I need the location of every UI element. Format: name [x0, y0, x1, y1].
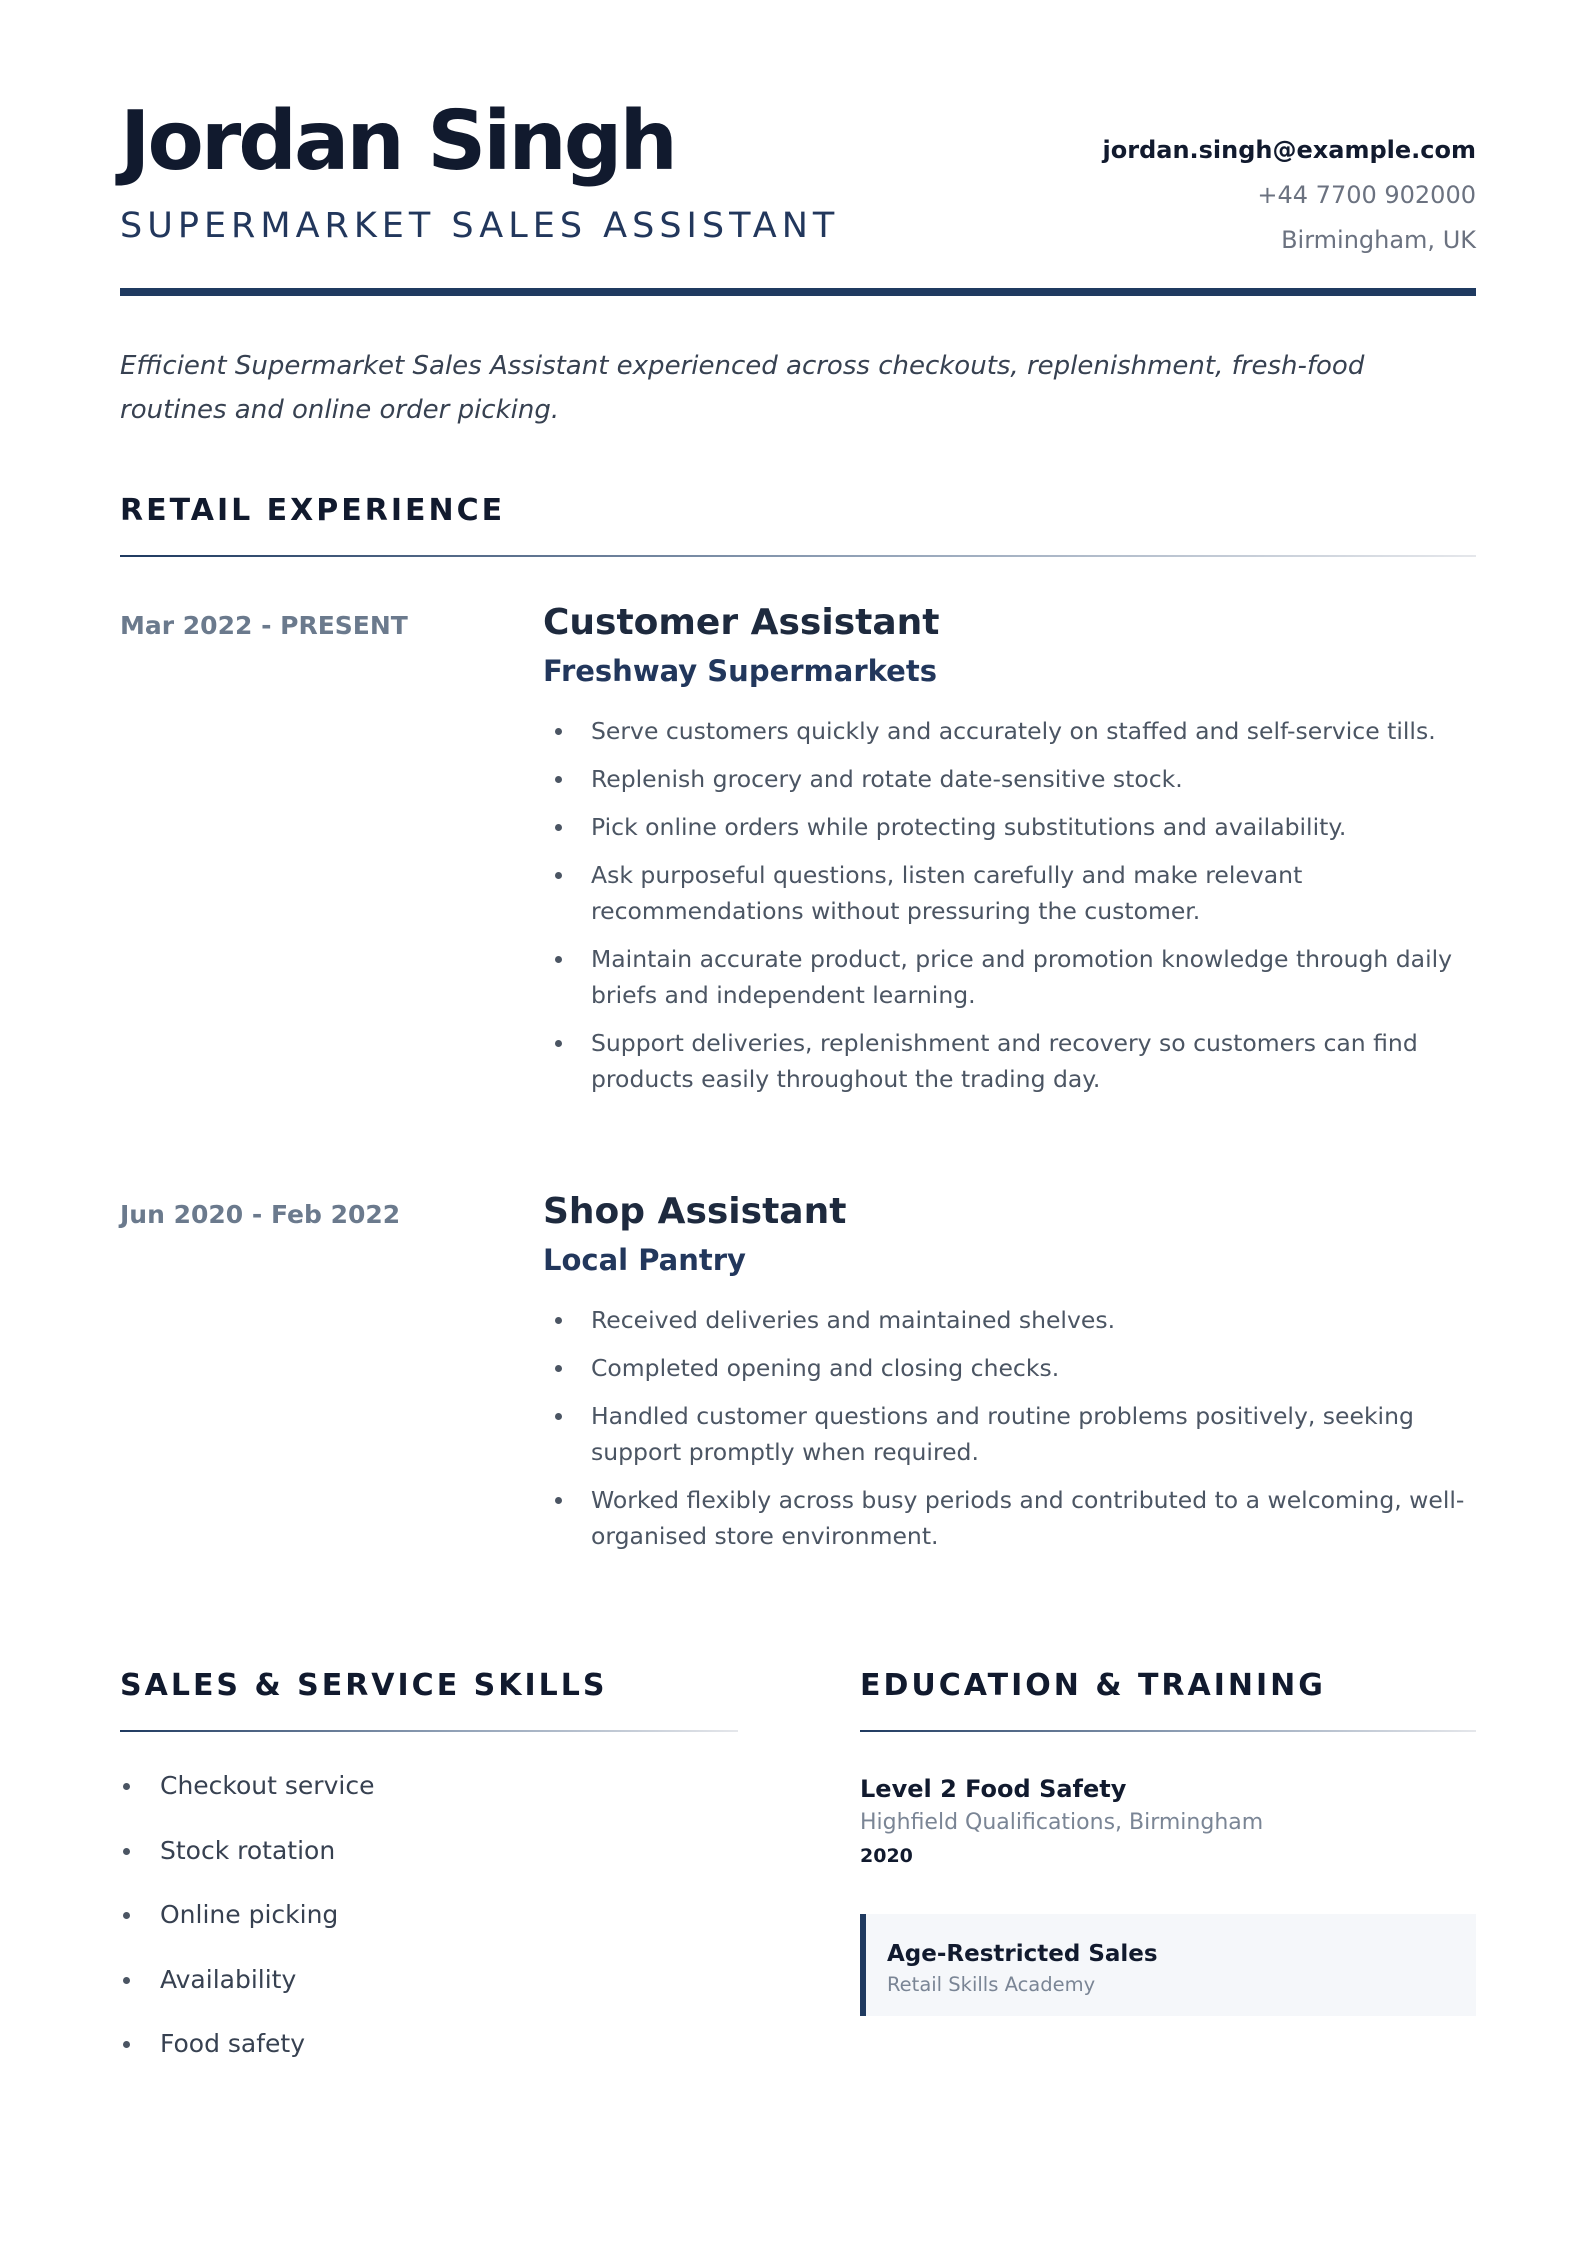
job-details — [543, 599, 1476, 1109]
education-entry — [860, 1772, 1476, 1872]
skill-item: Checkout service — [120, 1768, 740, 1804]
job-dates: Mar 2022 - PRESENT — [120, 611, 408, 640]
education-divider — [860, 1730, 1476, 1732]
candidate-title: SUPERMARKET SALES ASSISTANT — [120, 206, 840, 246]
skills-list — [120, 1768, 740, 2091]
education-year: 2020 — [860, 1845, 913, 1867]
duty-item: Received deliveries and maintained shelves. — [543, 1302, 1476, 1338]
contact-block — [1103, 128, 1476, 263]
resume-header — [120, 92, 1476, 298]
skill-item: Food safety — [120, 2026, 740, 2062]
profile-summary: Efficient Supermarket Sales Assistant experienced across checkouts, replenishment, fresh-food routines and online order picking. — [120, 351, 1365, 425]
duty-item: Pick online orders while protecting substitutions and availability. — [543, 809, 1476, 845]
skills-divider — [120, 1730, 738, 1732]
duty-item: Support deliveries, replenishment and recovery so customers can find products easily throughout the trading day. — [543, 1025, 1476, 1097]
contact-email[interactable]: jordan.singh@example.com — [1102, 136, 1476, 164]
duty-item: Ask purposeful questions, listen carefully and make relevant recommendations without pressuring the customer. — [543, 857, 1476, 929]
resume-page — [120, 0, 1476, 2246]
job-duties — [543, 713, 1476, 1097]
job-company: Local Pantry — [543, 1243, 746, 1277]
experience-divider — [120, 555, 1476, 557]
job-dates: Jun 2020 - Feb 2022 — [120, 1200, 401, 1229]
duty-item: Worked flexibly across busy periods and contributed to a welcoming, well-organised store environment. — [543, 1482, 1476, 1554]
education-title: Age-Restricted Sales — [887, 1941, 1158, 1967]
duty-item: Handled customer questions and routine problems positively, seeking support promptly when required. — [543, 1398, 1476, 1470]
job-role: Shop Assistant — [543, 1191, 847, 1232]
contact-location: Birmingham, UK — [1281, 226, 1476, 254]
skills-heading: SALES & SERVICE SKILLS — [120, 1668, 608, 1703]
education-provider: Highfield Qualifications, Birmingham — [860, 1810, 1264, 1835]
education-title: Level 2 Food Safety — [860, 1775, 1127, 1803]
candidate-name: Jordan Singh — [120, 94, 675, 189]
job-role: Customer Assistant — [543, 602, 940, 643]
job-details — [543, 1188, 1476, 1566]
job-company: Freshway Supermarkets — [543, 654, 937, 688]
experience-heading: RETAIL EXPERIENCE — [120, 493, 506, 528]
education-provider: Retail Skills Academy — [887, 1973, 1096, 1996]
education-heading: EDUCATION & TRAINING — [860, 1668, 1326, 1703]
job-duties — [543, 1302, 1476, 1554]
contact-phone[interactable]: +44 7700 902000 — [1257, 181, 1476, 209]
duty-item: Maintain accurate product, price and promotion knowledge through daily briefs and independent learning. — [543, 941, 1476, 1013]
header-divider — [120, 288, 1476, 296]
duty-item: Serve customers quickly and accurately on staffed and self-service tills. — [543, 713, 1476, 749]
duty-item: Completed opening and closing checks. — [543, 1350, 1476, 1386]
skill-item: Availability — [120, 1962, 740, 1998]
skill-item: Online picking — [120, 1897, 740, 1933]
education-entry-highlighted — [860, 1914, 1476, 2016]
skill-item: Stock rotation — [120, 1833, 740, 1869]
duty-item: Replenish grocery and rotate date-sensitive stock. — [543, 761, 1476, 797]
